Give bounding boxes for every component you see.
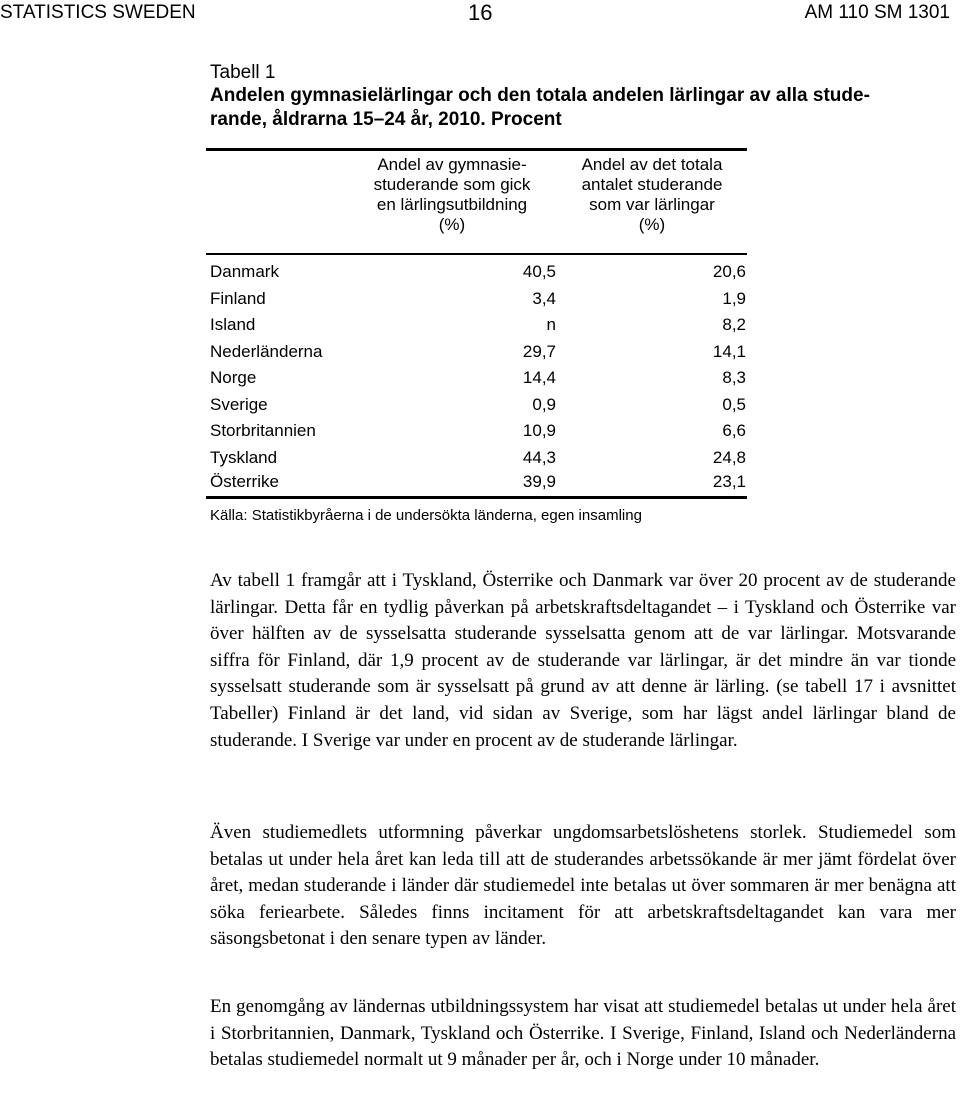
table-row [210,312,746,338]
country-cell: Nederländerna [210,341,323,361]
column-header-1-unit: (%) [438,215,466,234]
value-cell-1: 14,4 [522,368,556,387]
value-cell-1: 0,9 [532,394,556,414]
value-cell-1: n [546,315,556,334]
column-header-1-line: en lärlingsutbildning [376,195,528,214]
value-cell-1: 10,9 [522,421,556,440]
column-header-1-line: Andel av gymnasie- [377,155,527,174]
value-cell-1: 44,3 [522,447,556,467]
value-cell-1: 29,7 [522,341,556,361]
column-header-1 [352,155,552,235]
table-row [210,445,746,471]
column-header-2-line: som var lärlingar [589,195,715,214]
value-cell-1: 39,9 [522,472,556,491]
table-row [210,259,746,285]
value-cell-2: 24,8 [712,447,746,467]
table-header-rule [206,253,747,255]
table-top-rule [206,148,747,151]
country-cell: Österrike [210,472,279,491]
table-row [210,392,746,418]
value-cell-1: 3,4 [532,288,556,308]
value-cell-2: 6,6 [722,421,746,440]
body-paragraph: Även studiemedlets utformning påverkar ungdomsarbetslöshetens storlek. Studiemedel som betalas ut under hela året kan leda till att de studerandes arbetssökande är mer jämt fördelat över året, medan studerande i länder där studiemedel inte betalas ut över sommaren är mer benägna att söka feriearbete. Således finns incitament för att arbetskraftsdeltagandet kan vara mer säsongsbetonat i den senare typen av länder. [210,822,956,950]
table-row [210,339,746,365]
table-title [210,84,955,132]
country-cell: Sverige [210,394,268,414]
value-cell-2: 8,3 [722,368,746,387]
table-row [210,418,746,444]
column-header-2-line: antalet studerande [581,175,723,194]
table-title-line-1: Andelen gymnasielärlingar och den totala andelen lärlingar av alla stude- [210,85,870,106]
page-number: 16 [468,0,493,25]
value-cell-2: 1,9 [722,288,746,308]
value-cell-2: 20,6 [712,262,746,281]
country-cell: Storbritannien [210,421,316,440]
column-header-2-line: Andel av det totala [581,155,723,174]
value-cell-2: 14,1 [712,341,746,361]
column-header-2 [560,155,744,235]
country-cell: Norge [210,368,257,387]
country-cell: Tyskland [210,447,278,467]
table-row [210,286,746,312]
column-header-1-line: studerande som gick [373,175,531,194]
column-header-2-unit: (%) [638,215,666,234]
body-paragraph: En genomgång av ländernas utbildningssystem har visat att studiemedel betalas ut under hela året i Storbritannien, Danmark, Tyskland och Österrike. I Sverige, Finland, Island och Nederländerna betalas studiemedel normalt ut 9 månader per år, och i Norge under 10 månader. [210,996,956,1071]
table-title-line-2: rande, åldrarna 15–24 år, 2010. Procent [210,109,562,130]
country-cell: Finland [210,288,266,308]
country-cell: Island [210,315,256,334]
table-row [210,469,746,495]
report-code: AM 110 SM 1301 [804,2,950,23]
country-cell: Danmark [210,262,279,281]
value-cell-2: 0,5 [722,394,746,414]
table-row [210,365,746,391]
value-cell-2: 8,2 [722,315,746,334]
table-label: Tabell 1 [210,62,276,83]
table-bottom-rule [206,496,747,499]
value-cell-1: 40,5 [522,262,556,281]
publisher-name: STATISTICS SWEDEN [0,2,196,23]
value-cell-2: 23,1 [712,472,746,491]
body-paragraph: Av tabell 1 framgår att i Tyskland, Österrike och Danmark var över 20 procent av de studerande lärlingar. Detta får en tydlig påverkan på arbetskraftsdeltagandet – i Tyskland och Österrike var över hälften av de sysselsatta studerande sysselsatta genom att de var lärlingar. Motsvarande siffra för Finland, där 1,9 procent av de studerande var lärlingar, är det mindre än var tionde sysselsatt studerande som är sysselsatt på grund av att denne är lärling. (se tabell 17 i avsnittet Tabeller) Finland är det land, vid sidan av Sverige, som har lägst andel lärlingar bland de studerande. I Sverige var under en procent av de studerande lärlingar. [210,570,956,751]
table-source-note: Källa: Statistikbyråerna i de undersökta länderna, egen insamling [210,507,642,524]
